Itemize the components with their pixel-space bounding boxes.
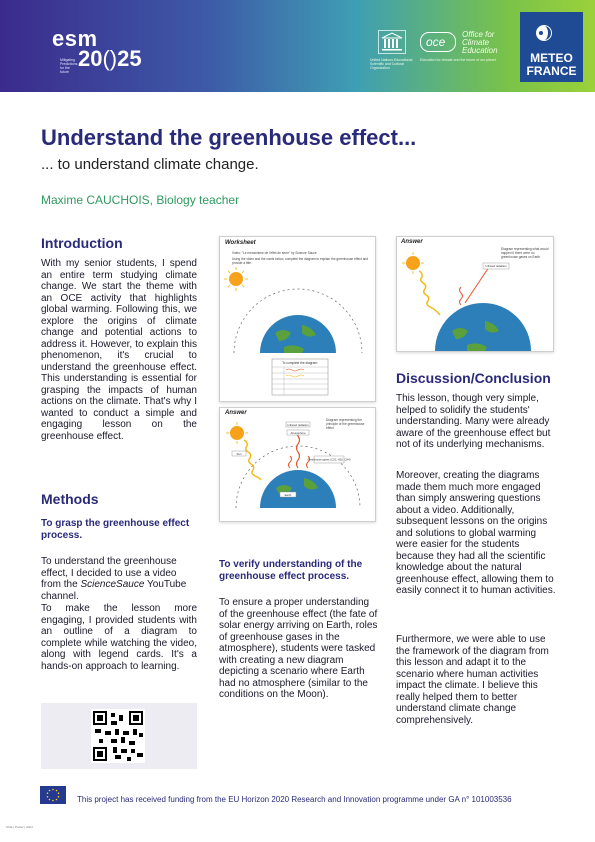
- answer-card-greenhouse: [219, 407, 376, 522]
- unesco-caption: United Nations Educational, Scientific and Cultural Organization: [370, 58, 414, 70]
- label-sun: Sun: [236, 451, 242, 456]
- worksheet-diagram: [220, 263, 375, 401]
- unesco-logo: [378, 30, 406, 54]
- methods-paragraph-2: To make the lesson more engaging, I provided students with an outline of a diagram to complete while watching the video, along with legend cards. It's a hands-on approach to learning.: [41, 603, 197, 672]
- methods-paragraph-1: To understand the greenhouse effect, I decided to use a video from the ScienceSauce YouTube channel.: [41, 556, 187, 602]
- label-earth: Earth: [284, 492, 292, 497]
- worksheet-table-title: To complete the diagram:: [282, 361, 318, 365]
- oce-name: Office for Climate Education: [462, 30, 498, 55]
- svg-text:oce: oce: [426, 35, 446, 49]
- meteo-france-text: METEO FRANCE: [526, 51, 577, 78]
- discussion-heading: Discussion/Conclusion: [396, 370, 551, 386]
- answer-card-2-title: Answer: [401, 239, 423, 245]
- answer-card-1-caption: Diagram representing the principle of the greenhouse effect: [326, 418, 365, 430]
- answer-card-no-greenhouse: [396, 236, 554, 352]
- discussion-paragraph-1: This lesson, though very simple, helped to solidify the students' understanding. Many were already aware of the greenhouse effect but not of its underlying mechanisms.: [396, 393, 551, 450]
- worksheet-card: [219, 236, 376, 402]
- funding-statement: This project has received funding from the EU Horizon 2020 Research and Innovation programme under GA n° 101003536: [77, 795, 512, 804]
- eu-flag-icon: [40, 786, 66, 804]
- page-title: Understand the greenhouse effect...: [41, 125, 417, 150]
- esm-tagline: Mitigating Predictions for the future: [60, 58, 78, 74]
- label-greenhouse-gases: Greenhouse gases (CO2, H2O, CH4): [307, 458, 351, 462]
- answer-card-1-title: Answer: [225, 410, 247, 416]
- discussion-paragraph-2: Moreover, creating the diagrams made them much more engaged than simply answering questions about a video. Additionally, subsequent lessons on the origins and solutions to global warming were easier for the students because they had all the scientific knowledge about the natural greenhouse effect, allowing them to easily connect it to human activities.: [396, 470, 556, 596]
- worksheet-instruction: Using the video and the cards below, complete the diagram to explain the greenhouse effect and provide a title.: [232, 257, 369, 265]
- methods-paragraph-3: To ensure a proper understanding of the greenhouse effect (the fate of solar energy arriving on Earth, roles of greenhouse gases in the atmosphere), students were tasked with creating a new diagram depicting a scenario where Earth had no atmosphere (similar to the conditions on the Moon).: [219, 597, 378, 700]
- worksheet-link-line: Video: "Le mécanisme de l'effet de serre" by Science Sauce: [232, 251, 317, 255]
- no-greenhouse-diagram: [397, 247, 553, 351]
- methods-subheading-1: To grasp the greenhouse effect process.: [41, 518, 190, 541]
- introduction-heading: Introduction: [41, 235, 123, 251]
- qr-code-panel: [41, 703, 197, 769]
- worksheet-title: Worksheet: [225, 240, 256, 246]
- author-line: Maxime CAUCHOIS, Biology teacher: [41, 193, 240, 207]
- qr-code-icon: [91, 709, 145, 763]
- oce-logo: [420, 32, 456, 52]
- answer-card-2-caption: Diagram representing what would happen if there were no greenhouse gases on Earth: [501, 247, 549, 259]
- esm-logo-text: esm: [52, 26, 98, 51]
- greenhouse-diagram: [220, 418, 375, 521]
- footer-micro-text: OCE | Poster | 2024: [6, 825, 33, 829]
- methods-subheading-2: To verify understanding of the greenhouse effect process.: [219, 559, 363, 582]
- discussion-paragraph-3: Furthermore, we were able to use the framework of the diagram from this lesson and adapt it to the scenario where human activities impact the climate. I believe this really helped them to better understand climate change comprehensively.: [396, 634, 549, 726]
- label-infrared-1: Infrared radiation: [287, 422, 309, 427]
- label-atmosphere: Atmosphere: [290, 430, 306, 435]
- oce-tagline: Education for climate and the future of our planet: [420, 58, 496, 62]
- label-infrared-2: Infrared radiation: [485, 264, 507, 268]
- methods-heading: Methods: [41, 491, 99, 507]
- page-subtitle: ... to understand climate change.: [41, 156, 259, 173]
- introduction-text: With my senior students, I spend an entire term studying climate change. We start the theme with an OCE activity that highlights global warming. Following this, we explore the origins of climate change and potential actions to address it. However, to explain this phenomenon, it's crucial to understand the greenhouse effect. This understanding is essential for grasping the impacts of human actions on the climate. That's why I wanted to conduct a simple and engaging lesson on the greenhouse effect.: [41, 258, 197, 442]
- meteo-emblem-icon: [535, 24, 553, 42]
- esm-logo-year: 20()25: [78, 46, 142, 71]
